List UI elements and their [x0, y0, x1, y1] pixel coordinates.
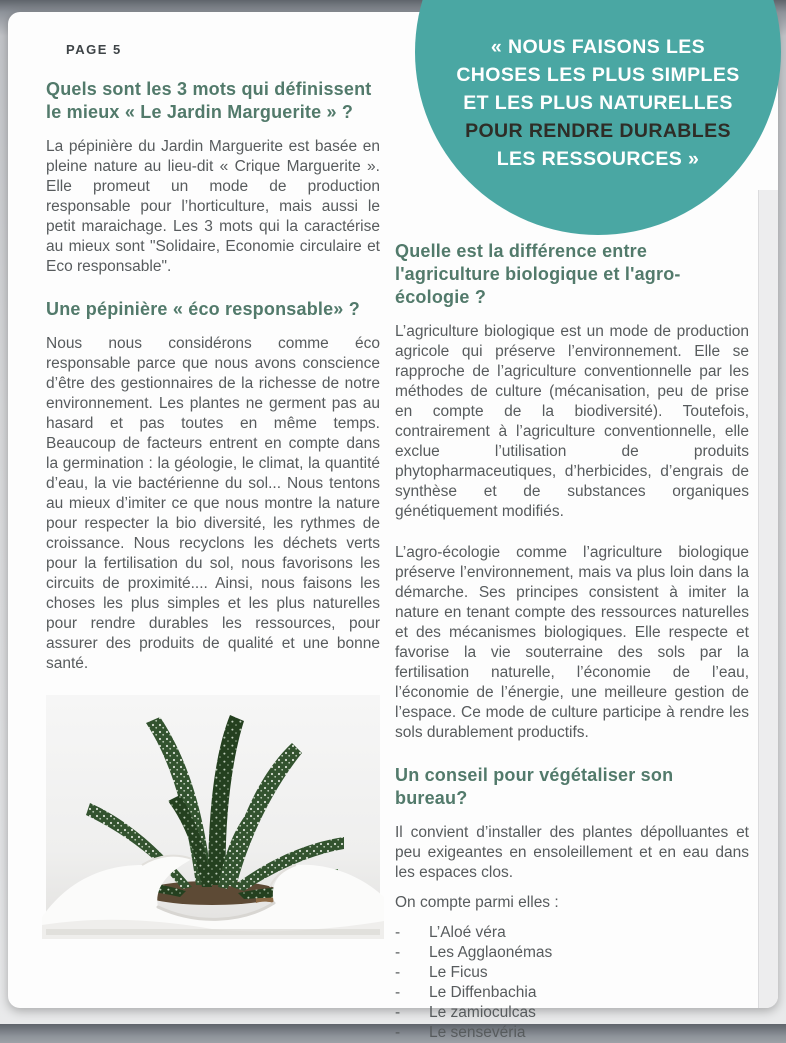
pull-quote-line: CHOSES LES PLUS SIMPLES: [456, 64, 740, 86]
pull-quote: [415, 33, 781, 173]
question-heading-3: Quelle est la différence entre l'agriculture biologique et l'agro-écologie ?: [395, 241, 681, 307]
left-column: [46, 78, 380, 935]
answer-paragraph: L’agro-écologie comme l’agriculture biologique préserve l’environnement, mais va plus loin dans la démarche. Ses principes consistent à imiter la nature en tenant compte des ressources naturelles et des mécanismes biologiques. Elle respecte et favorise la vie souterraine des sols par la fertilisation naturelle, l’économie de l’eau, l’économie de l’énergie, une meilleure gestion de l’espace. Ce mode de culture participe à rendre les sols durablement productifs.: [395, 544, 749, 741]
list-bullet: -: [395, 984, 401, 1001]
list-bullet: -: [395, 944, 401, 961]
answer-paragraph: La pépinière du Jardin Marguerite est basée en pleine nature au lieu-dit « Crique Marguerite ». Elle promeut un mode de production responsable pour l’horticulture, mais aussi le petit maraichage. Les 3 mots qui la caractérise au mieux sont "Solidaire, Economie circulaire et Eco responsable".: [46, 138, 380, 275]
list-bullet: -: [395, 924, 401, 941]
plant-list: [395, 923, 749, 1043]
question-heading-1: Quels sont les 3 mots qui définissent le mieux « Le Jardin Marguerite » ?: [46, 79, 372, 122]
answer-paragraph: Il convient d’installer des plantes dépolluantes et peu exigeantes en ensoleillement et en eau dans les espaces clos.: [395, 824, 749, 881]
list-bullet: -: [395, 964, 401, 981]
list-item: [395, 943, 749, 963]
list-item: [395, 983, 749, 1003]
list-item-label: Le Ficus: [429, 964, 488, 981]
list-bullet: -: [395, 1024, 401, 1041]
pull-quote-line: « NOUS FAISONS LES: [490, 36, 706, 58]
answer-paragraph: L’agriculture biologique est un mode de production agricole qui préserve l’environnement. Elle se rapproche de l’agriculture conventionnelle par les méthodes de culture (mécanisation, peu de prise en compte de la biodiversité). Toutefois, contrairement à l’agriculture conventionnelle, elle exclue l’utilisation de produits phytopharmaceutiques, d’herbicides, d’engrais de synthèse et de substances organiques génétiquement modifiés.: [395, 323, 749, 520]
succulent-illustration: [46, 695, 380, 935]
pull-quote-line: LES RESSOURCES »: [496, 148, 700, 170]
list-item: [395, 1023, 749, 1043]
question-heading-4: Un conseil pour végétaliser son bureau?: [395, 765, 674, 808]
list-item-label: Le Diffenbachia: [429, 984, 537, 1001]
magazine-page: [8, 12, 778, 1041]
list-item: [395, 923, 749, 943]
list-item-label: Le zamioculcas: [429, 1004, 536, 1021]
list-item: [395, 1003, 749, 1023]
list-item: [395, 963, 749, 983]
page-edge: [758, 190, 778, 1008]
answer-paragraph: Nous nous considérons comme éco responsable parce que nous avons conscience d’être des gestionnaires de la richesse de notre environnement. Les plantes ne germent pas au hasard et pas toutes en même temps. Beaucoup de facteurs entrent en compte dans la germination : la géologie, le climat, la quantité d’eau, la vie bactérienne du sol... Nous tentons au mieux d’imiter ce que nous montre la nature pour respecter la bio diversité, les rythmes de croissance. Nous recyclons les déchets verts pour la fertilisation du sol, nous favorisons les circuits de proximité.... Ainsi, nous faisons les choses les plus simples et les plus naturelles pour rendre durables les ressources, pour assurer des produits de qualité et une bonne santé.: [46, 335, 380, 672]
question-heading-2: Une pépinière « éco responsable» ?: [46, 299, 360, 319]
page-number-label: PAGE 5: [66, 42, 122, 57]
list-item-label: Le sensevéria: [429, 1024, 526, 1041]
list-item-label: L’Aloé véra: [429, 924, 506, 941]
quote-circle: [415, 0, 781, 235]
right-column: [395, 240, 749, 1043]
list-bullet: -: [395, 1004, 401, 1021]
list-intro: On compte parmi elles :: [395, 894, 559, 911]
pull-quote-line-highlight: POUR RENDRE DURABLES: [465, 120, 731, 142]
plant-photo: [46, 695, 380, 935]
pull-quote-line: ET LES PLUS NATURELLES: [463, 92, 733, 114]
list-item-label: Les Agglaonémas: [429, 944, 553, 961]
